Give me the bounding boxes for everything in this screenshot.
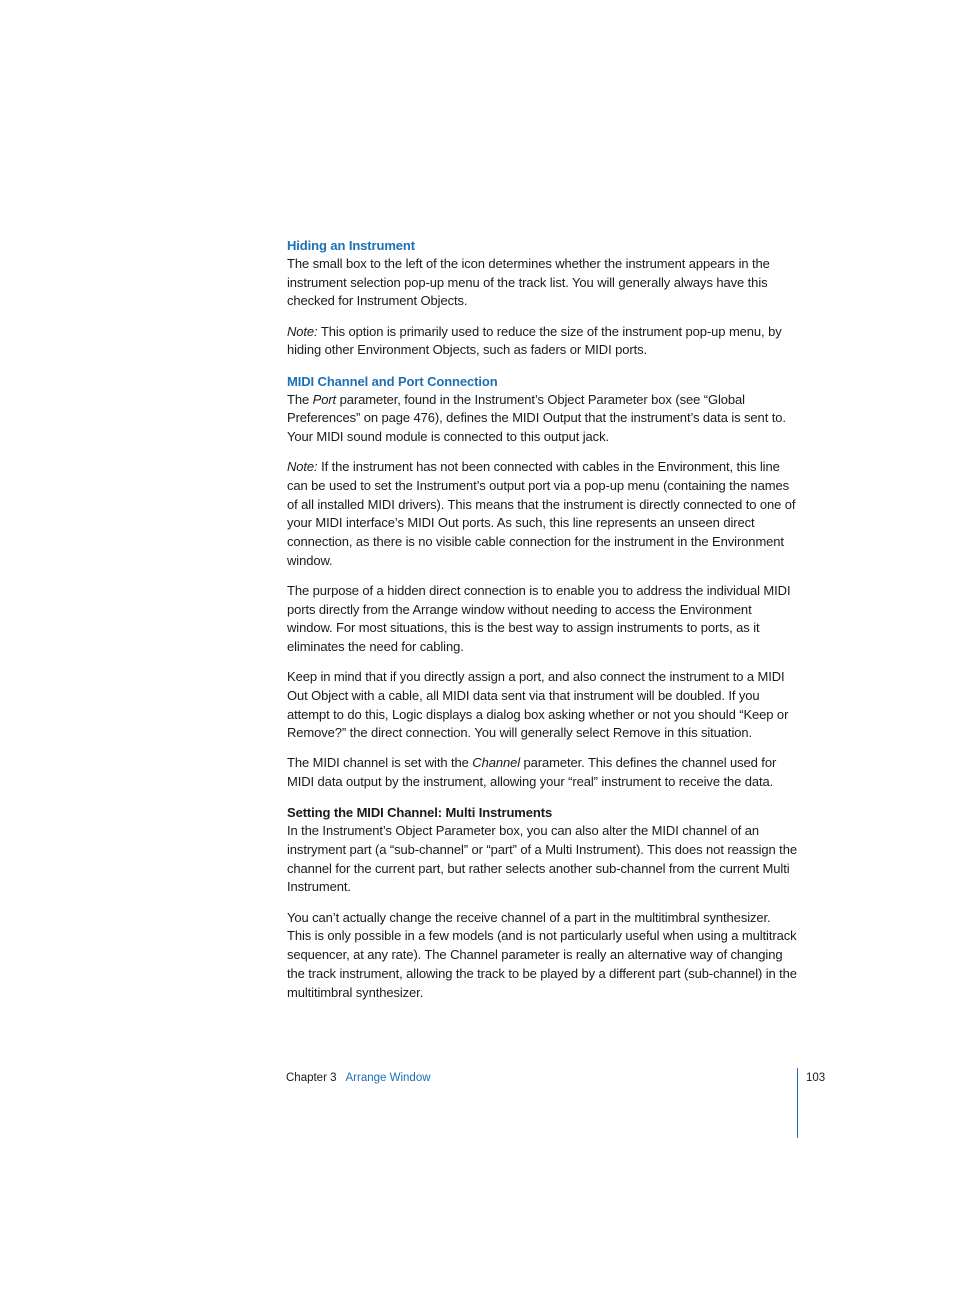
note-text: If the instrument has not been connected with cables in the Environment, this line can be used to set the Instrument’s output port via a pop-up menu (containing the names of all installed MIDI drivers). This means that the instrument is directly connected to one of your MIDI interface’s MIDI Out ports. As such, this line represents an unseen direct connection, as there is no visible cable connection for the instrument in the Environment window. xyxy=(287,459,796,568)
page-number: 103 xyxy=(806,1072,826,1084)
paragraph-hiding-note xyxy=(287,323,797,360)
paragraph-receive-channel: You can’t actually change the receive channel of a part in the multitimbral synthesizer. This is only possible in a few models (and is not particularly useful when using a multitrack sequencer, at any rate). The Channel parameter is really an alternative way of changing the track instrument, allowing the track to be played by a different part (sub-channel) in the multitimbral synthesizer. xyxy=(287,909,797,1000)
footer-chapter xyxy=(286,1070,431,1086)
emphasis-channel: Channel xyxy=(472,755,521,771)
section-heading-hiding-instrument: Hiding an Instrument xyxy=(287,238,416,253)
note-label: Note: xyxy=(287,459,318,475)
chapter-title-link[interactable]: Arrange Window xyxy=(345,1072,431,1084)
note-label: Note: xyxy=(287,323,318,339)
paragraph-keep-in-mind: Keep in mind that if you directly assign a port, and also connect the instrument to a MIDI Out Object with a cable, all MIDI data sent via that instrument will be doubled. If you attempt to do this, Logic displays a dialog box asking whether or not you should “Keep or Remove?” the direct connection. You will generally select Remove in this situation. xyxy=(287,669,789,741)
text-fragment: The MIDI channel is set with the xyxy=(287,755,473,771)
paragraph-multi-instrument: In the Instrument’s Object Parameter box, you can also alter the MIDI channel of an instryment part (a “sub-channel” or “part” of a Multi Instrument). This does not reassign the channel for the current part, but rather selects another sub-channel from the current Multi Instrument. xyxy=(287,823,797,895)
paragraph-port-parameter xyxy=(287,391,797,447)
paragraph-hidden-connection: The purpose of a hidden direct connection is to enable you to address the individual MIDI ports directly from the Arrange window without needing to access the Environment window. For most situations, this is the best way to assign instruments to ports, as it eliminates the need for cabling. xyxy=(287,582,791,654)
text-fragment: parameter. This defines the channel used for MIDI data output by the instrument, allowing your “real” instrument to receive the data. xyxy=(287,755,777,790)
paragraph-hiding-description: The small box to the left of the icon determines whether the instrument appears in the instrument selection pop-up menu of the track list. You will generally always have this checked for Instrument Objects. xyxy=(287,256,770,309)
emphasis-port: Port xyxy=(312,391,337,407)
text-fragment: parameter, found in the Instrument’s Object Parameter box (see “Global Preferences” on page 476), defines the MIDI Output that the instrument’s data is sent to. Your MIDI sound module is connected to this output jack. xyxy=(287,391,786,444)
text-fragment: The xyxy=(287,391,313,407)
section-heading-midi-channel-port: MIDI Channel and Port Connection xyxy=(287,373,498,389)
note-text: This option is primarily used to reduce the size of the instrument pop-up menu, by hiding other Environment Objects, such as faders or MIDI ports. xyxy=(287,323,782,358)
subheading-multi-instruments: Setting the MIDI Channel: Multi Instruments xyxy=(287,805,553,821)
paragraph-port-note xyxy=(287,458,797,570)
chapter-label: Chapter 3 xyxy=(286,1072,337,1084)
footer-divider xyxy=(797,1068,798,1138)
page-body xyxy=(287,236,797,1014)
paragraph-midi-channel xyxy=(287,754,797,791)
